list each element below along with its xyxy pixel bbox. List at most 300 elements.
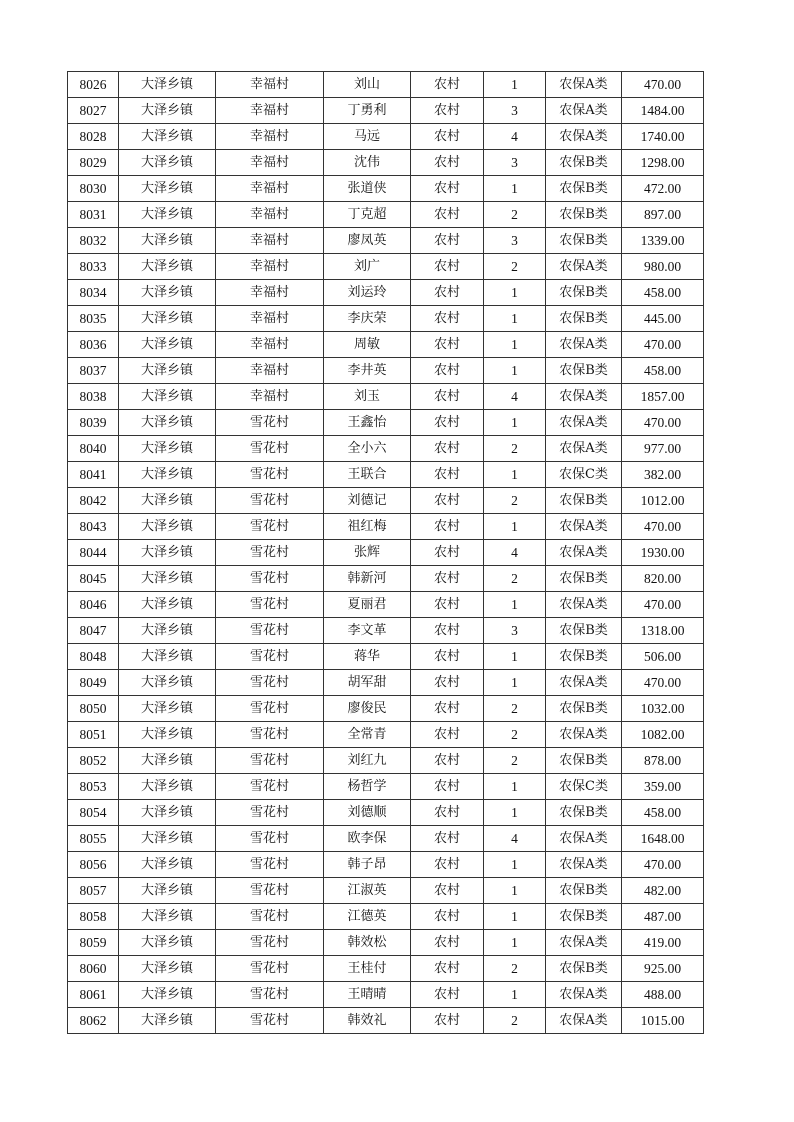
- village-cell: 幸福村: [216, 202, 324, 228]
- insurance-category-cell: 农保C类: [546, 462, 622, 488]
- township-cell: 大泽乡镇: [119, 644, 216, 670]
- village-cell: 雪花村: [216, 462, 324, 488]
- village-cell: 雪花村: [216, 696, 324, 722]
- insurance-category-cell: 农保B类: [546, 878, 622, 904]
- area-type-cell: 农村: [411, 670, 484, 696]
- row-id-cell: 8030: [68, 176, 119, 202]
- village-cell: 雪花村: [216, 878, 324, 904]
- area-type-cell: 农村: [411, 410, 484, 436]
- insurance-category-cell: 农保A类: [546, 670, 622, 696]
- amount-cell: 1930.00: [622, 540, 704, 566]
- name-cell: 张道侠: [324, 176, 411, 202]
- row-id-cell: 8061: [68, 982, 119, 1008]
- area-type-cell: 农村: [411, 774, 484, 800]
- township-cell: 大泽乡镇: [119, 956, 216, 982]
- amount-cell: 419.00: [622, 930, 704, 956]
- household-count-cell: 1: [484, 644, 546, 670]
- township-cell: 大泽乡镇: [119, 540, 216, 566]
- household-count-cell: 1: [484, 280, 546, 306]
- township-cell: 大泽乡镇: [119, 358, 216, 384]
- insurance-category-cell: 农保B类: [546, 618, 622, 644]
- insurance-category-cell: 农保B类: [546, 150, 622, 176]
- village-cell: 雪花村: [216, 722, 324, 748]
- row-id-cell: 8049: [68, 670, 119, 696]
- area-type-cell: 农村: [411, 852, 484, 878]
- insurance-category-cell: 农保A类: [546, 514, 622, 540]
- household-count-cell: 2: [484, 254, 546, 280]
- township-cell: 大泽乡镇: [119, 774, 216, 800]
- name-cell: 刘德记: [324, 488, 411, 514]
- area-type-cell: 农村: [411, 722, 484, 748]
- row-id-cell: 8029: [68, 150, 119, 176]
- township-cell: 大泽乡镇: [119, 670, 216, 696]
- name-cell: 刘玉: [324, 384, 411, 410]
- area-type-cell: 农村: [411, 150, 484, 176]
- row-id-cell: 8055: [68, 826, 119, 852]
- row-id-cell: 8047: [68, 618, 119, 644]
- village-cell: 幸福村: [216, 254, 324, 280]
- amount-cell: 1857.00: [622, 384, 704, 410]
- household-count-cell: 2: [484, 202, 546, 228]
- household-count-cell: 1: [484, 410, 546, 436]
- household-count-cell: 1: [484, 462, 546, 488]
- township-cell: 大泽乡镇: [119, 722, 216, 748]
- amount-cell: 925.00: [622, 956, 704, 982]
- insurance-category-cell: 农保B类: [546, 358, 622, 384]
- table-row: [68, 800, 704, 826]
- name-cell: 李井英: [324, 358, 411, 384]
- row-id-cell: 8052: [68, 748, 119, 774]
- name-cell: 韩效礼: [324, 1008, 411, 1034]
- area-type-cell: 农村: [411, 124, 484, 150]
- table-row: [68, 878, 704, 904]
- area-type-cell: 农村: [411, 930, 484, 956]
- insurance-category-cell: 农保A类: [546, 592, 622, 618]
- area-type-cell: 农村: [411, 904, 484, 930]
- name-cell: 刘山: [324, 72, 411, 98]
- household-count-cell: 4: [484, 384, 546, 410]
- township-cell: 大泽乡镇: [119, 566, 216, 592]
- area-type-cell: 农村: [411, 436, 484, 462]
- village-cell: 幸福村: [216, 124, 324, 150]
- insurance-category-cell: 农保A类: [546, 98, 622, 124]
- area-type-cell: 农村: [411, 540, 484, 566]
- household-count-cell: 4: [484, 826, 546, 852]
- insurance-category-cell: 农保B类: [546, 280, 622, 306]
- amount-cell: 487.00: [622, 904, 704, 930]
- amount-cell: 458.00: [622, 280, 704, 306]
- amount-cell: 488.00: [622, 982, 704, 1008]
- row-id-cell: 8042: [68, 488, 119, 514]
- household-count-cell: 1: [484, 904, 546, 930]
- insurance-category-cell: 农保A类: [546, 852, 622, 878]
- row-id-cell: 8056: [68, 852, 119, 878]
- amount-cell: 820.00: [622, 566, 704, 592]
- township-cell: 大泽乡镇: [119, 696, 216, 722]
- household-count-cell: 2: [484, 1008, 546, 1034]
- row-id-cell: 8062: [68, 1008, 119, 1034]
- township-cell: 大泽乡镇: [119, 852, 216, 878]
- insurance-category-cell: 农保B类: [546, 956, 622, 982]
- village-cell: 雪花村: [216, 748, 324, 774]
- village-cell: 幸福村: [216, 306, 324, 332]
- village-cell: 雪花村: [216, 956, 324, 982]
- area-type-cell: 农村: [411, 488, 484, 514]
- village-cell: 雪花村: [216, 436, 324, 462]
- township-cell: 大泽乡镇: [119, 904, 216, 930]
- insurance-category-cell: 农保A类: [546, 410, 622, 436]
- household-count-cell: 1: [484, 72, 546, 98]
- name-cell: 全常青: [324, 722, 411, 748]
- amount-cell: 1648.00: [622, 826, 704, 852]
- table-row: [68, 124, 704, 150]
- area-type-cell: 农村: [411, 800, 484, 826]
- table-row: [68, 696, 704, 722]
- township-cell: 大泽乡镇: [119, 332, 216, 358]
- row-id-cell: 8060: [68, 956, 119, 982]
- village-cell: 幸福村: [216, 280, 324, 306]
- township-cell: 大泽乡镇: [119, 254, 216, 280]
- row-id-cell: 8051: [68, 722, 119, 748]
- table-row: [68, 176, 704, 202]
- household-count-cell: 2: [484, 696, 546, 722]
- table-row: [68, 618, 704, 644]
- area-type-cell: 农村: [411, 462, 484, 488]
- table-row: [68, 72, 704, 98]
- insurance-category-cell: 农保C类: [546, 774, 622, 800]
- township-cell: 大泽乡镇: [119, 462, 216, 488]
- table-row: [68, 98, 704, 124]
- household-count-cell: 1: [484, 982, 546, 1008]
- name-cell: 全小六: [324, 436, 411, 462]
- table-row: [68, 306, 704, 332]
- insurance-category-cell: 农保A类: [546, 384, 622, 410]
- insurance-category-cell: 农保B类: [546, 228, 622, 254]
- table-row: [68, 748, 704, 774]
- row-id-cell: 8039: [68, 410, 119, 436]
- area-type-cell: 农村: [411, 644, 484, 670]
- township-cell: 大泽乡镇: [119, 488, 216, 514]
- row-id-cell: 8058: [68, 904, 119, 930]
- amount-cell: 470.00: [622, 410, 704, 436]
- household-count-cell: 1: [484, 592, 546, 618]
- table-row: [68, 462, 704, 488]
- household-count-cell: 2: [484, 488, 546, 514]
- township-cell: 大泽乡镇: [119, 124, 216, 150]
- name-cell: 蒋华: [324, 644, 411, 670]
- table-row: [68, 410, 704, 436]
- area-type-cell: 农村: [411, 306, 484, 332]
- table-row: [68, 644, 704, 670]
- name-cell: 刘德顺: [324, 800, 411, 826]
- insurance-category-cell: 农保A类: [546, 540, 622, 566]
- amount-cell: 1318.00: [622, 618, 704, 644]
- row-id-cell: 8043: [68, 514, 119, 540]
- amount-cell: 1298.00: [622, 150, 704, 176]
- amount-cell: 897.00: [622, 202, 704, 228]
- table-row: [68, 332, 704, 358]
- data-table: [67, 71, 704, 1034]
- village-cell: 雪花村: [216, 540, 324, 566]
- row-id-cell: 8054: [68, 800, 119, 826]
- village-cell: 雪花村: [216, 592, 324, 618]
- village-cell: 幸福村: [216, 332, 324, 358]
- township-cell: 大泽乡镇: [119, 228, 216, 254]
- area-type-cell: 农村: [411, 514, 484, 540]
- household-count-cell: 1: [484, 332, 546, 358]
- area-type-cell: 农村: [411, 956, 484, 982]
- household-count-cell: 3: [484, 228, 546, 254]
- row-id-cell: 8035: [68, 306, 119, 332]
- name-cell: 李庆荣: [324, 306, 411, 332]
- amount-cell: 1032.00: [622, 696, 704, 722]
- amount-cell: 506.00: [622, 644, 704, 670]
- name-cell: 江淑英: [324, 878, 411, 904]
- table-row: [68, 436, 704, 462]
- table-row: [68, 254, 704, 280]
- table-row: [68, 930, 704, 956]
- township-cell: 大泽乡镇: [119, 514, 216, 540]
- row-id-cell: 8044: [68, 540, 119, 566]
- table-row: [68, 592, 704, 618]
- insurance-category-cell: 农保B类: [546, 306, 622, 332]
- name-cell: 王联合: [324, 462, 411, 488]
- row-id-cell: 8028: [68, 124, 119, 150]
- township-cell: 大泽乡镇: [119, 176, 216, 202]
- amount-cell: 1015.00: [622, 1008, 704, 1034]
- village-cell: 雪花村: [216, 566, 324, 592]
- area-type-cell: 农村: [411, 176, 484, 202]
- amount-cell: 470.00: [622, 72, 704, 98]
- township-cell: 大泽乡镇: [119, 384, 216, 410]
- household-count-cell: 1: [484, 852, 546, 878]
- table-row: [68, 384, 704, 410]
- area-type-cell: 农村: [411, 202, 484, 228]
- township-cell: 大泽乡镇: [119, 410, 216, 436]
- name-cell: 廖凤英: [324, 228, 411, 254]
- amount-cell: 470.00: [622, 852, 704, 878]
- area-type-cell: 农村: [411, 332, 484, 358]
- row-id-cell: 8031: [68, 202, 119, 228]
- insurance-category-cell: 农保B类: [546, 644, 622, 670]
- row-id-cell: 8040: [68, 436, 119, 462]
- name-cell: 丁勇利: [324, 98, 411, 124]
- household-count-cell: 1: [484, 176, 546, 202]
- township-cell: 大泽乡镇: [119, 930, 216, 956]
- row-id-cell: 8033: [68, 254, 119, 280]
- name-cell: 祖红梅: [324, 514, 411, 540]
- area-type-cell: 农村: [411, 826, 484, 852]
- village-cell: 雪花村: [216, 410, 324, 436]
- row-id-cell: 8053: [68, 774, 119, 800]
- row-id-cell: 8027: [68, 98, 119, 124]
- amount-cell: 1339.00: [622, 228, 704, 254]
- village-cell: 幸福村: [216, 72, 324, 98]
- amount-cell: 470.00: [622, 332, 704, 358]
- row-id-cell: 8037: [68, 358, 119, 384]
- table-row: [68, 514, 704, 540]
- household-count-cell: 1: [484, 930, 546, 956]
- village-cell: 雪花村: [216, 930, 324, 956]
- insurance-category-cell: 农保B类: [546, 800, 622, 826]
- row-id-cell: 8048: [68, 644, 119, 670]
- village-cell: 雪花村: [216, 670, 324, 696]
- township-cell: 大泽乡镇: [119, 72, 216, 98]
- row-id-cell: 8034: [68, 280, 119, 306]
- area-type-cell: 农村: [411, 384, 484, 410]
- name-cell: 韩新河: [324, 566, 411, 592]
- name-cell: 刘红九: [324, 748, 411, 774]
- table-row: [68, 1008, 704, 1034]
- household-count-cell: 1: [484, 774, 546, 800]
- insurance-category-cell: 农保B类: [546, 488, 622, 514]
- insurance-category-cell: 农保B类: [546, 696, 622, 722]
- name-cell: 韩子昂: [324, 852, 411, 878]
- table-row: [68, 150, 704, 176]
- table-row: [68, 904, 704, 930]
- amount-cell: 878.00: [622, 748, 704, 774]
- village-cell: 雪花村: [216, 488, 324, 514]
- row-id-cell: 8036: [68, 332, 119, 358]
- village-cell: 雪花村: [216, 982, 324, 1008]
- amount-cell: 1740.00: [622, 124, 704, 150]
- village-cell: 雪花村: [216, 852, 324, 878]
- village-cell: 雪花村: [216, 1008, 324, 1034]
- amount-cell: 458.00: [622, 358, 704, 384]
- area-type-cell: 农村: [411, 982, 484, 1008]
- name-cell: 刘广: [324, 254, 411, 280]
- village-cell: 幸福村: [216, 176, 324, 202]
- insurance-category-cell: 农保A类: [546, 332, 622, 358]
- name-cell: 周敏: [324, 332, 411, 358]
- household-count-cell: 1: [484, 514, 546, 540]
- household-count-cell: 2: [484, 748, 546, 774]
- household-count-cell: 2: [484, 722, 546, 748]
- area-type-cell: 农村: [411, 696, 484, 722]
- row-id-cell: 8050: [68, 696, 119, 722]
- insurance-category-cell: 农保A类: [546, 722, 622, 748]
- village-cell: 幸福村: [216, 98, 324, 124]
- township-cell: 大泽乡镇: [119, 592, 216, 618]
- area-type-cell: 农村: [411, 98, 484, 124]
- table-row: [68, 358, 704, 384]
- insurance-category-cell: 农保A类: [546, 72, 622, 98]
- amount-cell: 977.00: [622, 436, 704, 462]
- row-id-cell: 8032: [68, 228, 119, 254]
- table-row: [68, 202, 704, 228]
- township-cell: 大泽乡镇: [119, 436, 216, 462]
- table-row: [68, 280, 704, 306]
- insurance-category-cell: 农保B类: [546, 748, 622, 774]
- name-cell: 欧李保: [324, 826, 411, 852]
- household-count-cell: 1: [484, 358, 546, 384]
- amount-cell: 1484.00: [622, 98, 704, 124]
- township-cell: 大泽乡镇: [119, 748, 216, 774]
- amount-cell: 470.00: [622, 592, 704, 618]
- area-type-cell: 农村: [411, 228, 484, 254]
- insurance-category-cell: 农保B类: [546, 566, 622, 592]
- name-cell: 马远: [324, 124, 411, 150]
- village-cell: 幸福村: [216, 228, 324, 254]
- name-cell: 李文革: [324, 618, 411, 644]
- township-cell: 大泽乡镇: [119, 306, 216, 332]
- name-cell: 王桂付: [324, 956, 411, 982]
- row-id-cell: 8026: [68, 72, 119, 98]
- name-cell: 韩效松: [324, 930, 411, 956]
- village-cell: 雪花村: [216, 644, 324, 670]
- township-cell: 大泽乡镇: [119, 98, 216, 124]
- table-row: [68, 488, 704, 514]
- area-type-cell: 农村: [411, 566, 484, 592]
- village-cell: 雪花村: [216, 800, 324, 826]
- household-count-cell: 4: [484, 540, 546, 566]
- name-cell: 廖俊民: [324, 696, 411, 722]
- row-id-cell: 8057: [68, 878, 119, 904]
- row-id-cell: 8059: [68, 930, 119, 956]
- village-cell: 雪花村: [216, 774, 324, 800]
- name-cell: 江德英: [324, 904, 411, 930]
- amount-cell: 482.00: [622, 878, 704, 904]
- area-type-cell: 农村: [411, 878, 484, 904]
- insurance-category-cell: 农保A类: [546, 930, 622, 956]
- name-cell: 沈伟: [324, 150, 411, 176]
- name-cell: 刘运玲: [324, 280, 411, 306]
- amount-cell: 1082.00: [622, 722, 704, 748]
- name-cell: 张辉: [324, 540, 411, 566]
- village-cell: 雪花村: [216, 826, 324, 852]
- household-count-cell: 1: [484, 878, 546, 904]
- village-cell: 幸福村: [216, 384, 324, 410]
- amount-cell: 382.00: [622, 462, 704, 488]
- village-cell: 雪花村: [216, 904, 324, 930]
- amount-cell: 472.00: [622, 176, 704, 202]
- name-cell: 夏丽君: [324, 592, 411, 618]
- area-type-cell: 农村: [411, 592, 484, 618]
- table-row: [68, 774, 704, 800]
- table-row: [68, 722, 704, 748]
- table-row: [68, 540, 704, 566]
- area-type-cell: 农村: [411, 618, 484, 644]
- table-row: [68, 852, 704, 878]
- area-type-cell: 农村: [411, 748, 484, 774]
- table-row: [68, 566, 704, 592]
- insurance-category-cell: 农保B类: [546, 176, 622, 202]
- township-cell: 大泽乡镇: [119, 982, 216, 1008]
- name-cell: 王鑫怡: [324, 410, 411, 436]
- amount-cell: 458.00: [622, 800, 704, 826]
- amount-cell: 359.00: [622, 774, 704, 800]
- village-cell: 幸福村: [216, 150, 324, 176]
- name-cell: 杨哲学: [324, 774, 411, 800]
- table-row: [68, 826, 704, 852]
- area-type-cell: 农村: [411, 280, 484, 306]
- table-row: [68, 982, 704, 1008]
- household-count-cell: 2: [484, 956, 546, 982]
- table-body: [68, 72, 704, 1034]
- table-row: [68, 956, 704, 982]
- name-cell: 王晴晴: [324, 982, 411, 1008]
- insurance-category-cell: 农保A类: [546, 1008, 622, 1034]
- township-cell: 大泽乡镇: [119, 280, 216, 306]
- area-type-cell: 农村: [411, 358, 484, 384]
- row-id-cell: 8041: [68, 462, 119, 488]
- insurance-category-cell: 农保A类: [546, 826, 622, 852]
- household-count-cell: 3: [484, 98, 546, 124]
- household-count-cell: 1: [484, 800, 546, 826]
- insurance-category-cell: 农保B类: [546, 904, 622, 930]
- insurance-category-cell: 农保A类: [546, 254, 622, 280]
- township-cell: 大泽乡镇: [119, 1008, 216, 1034]
